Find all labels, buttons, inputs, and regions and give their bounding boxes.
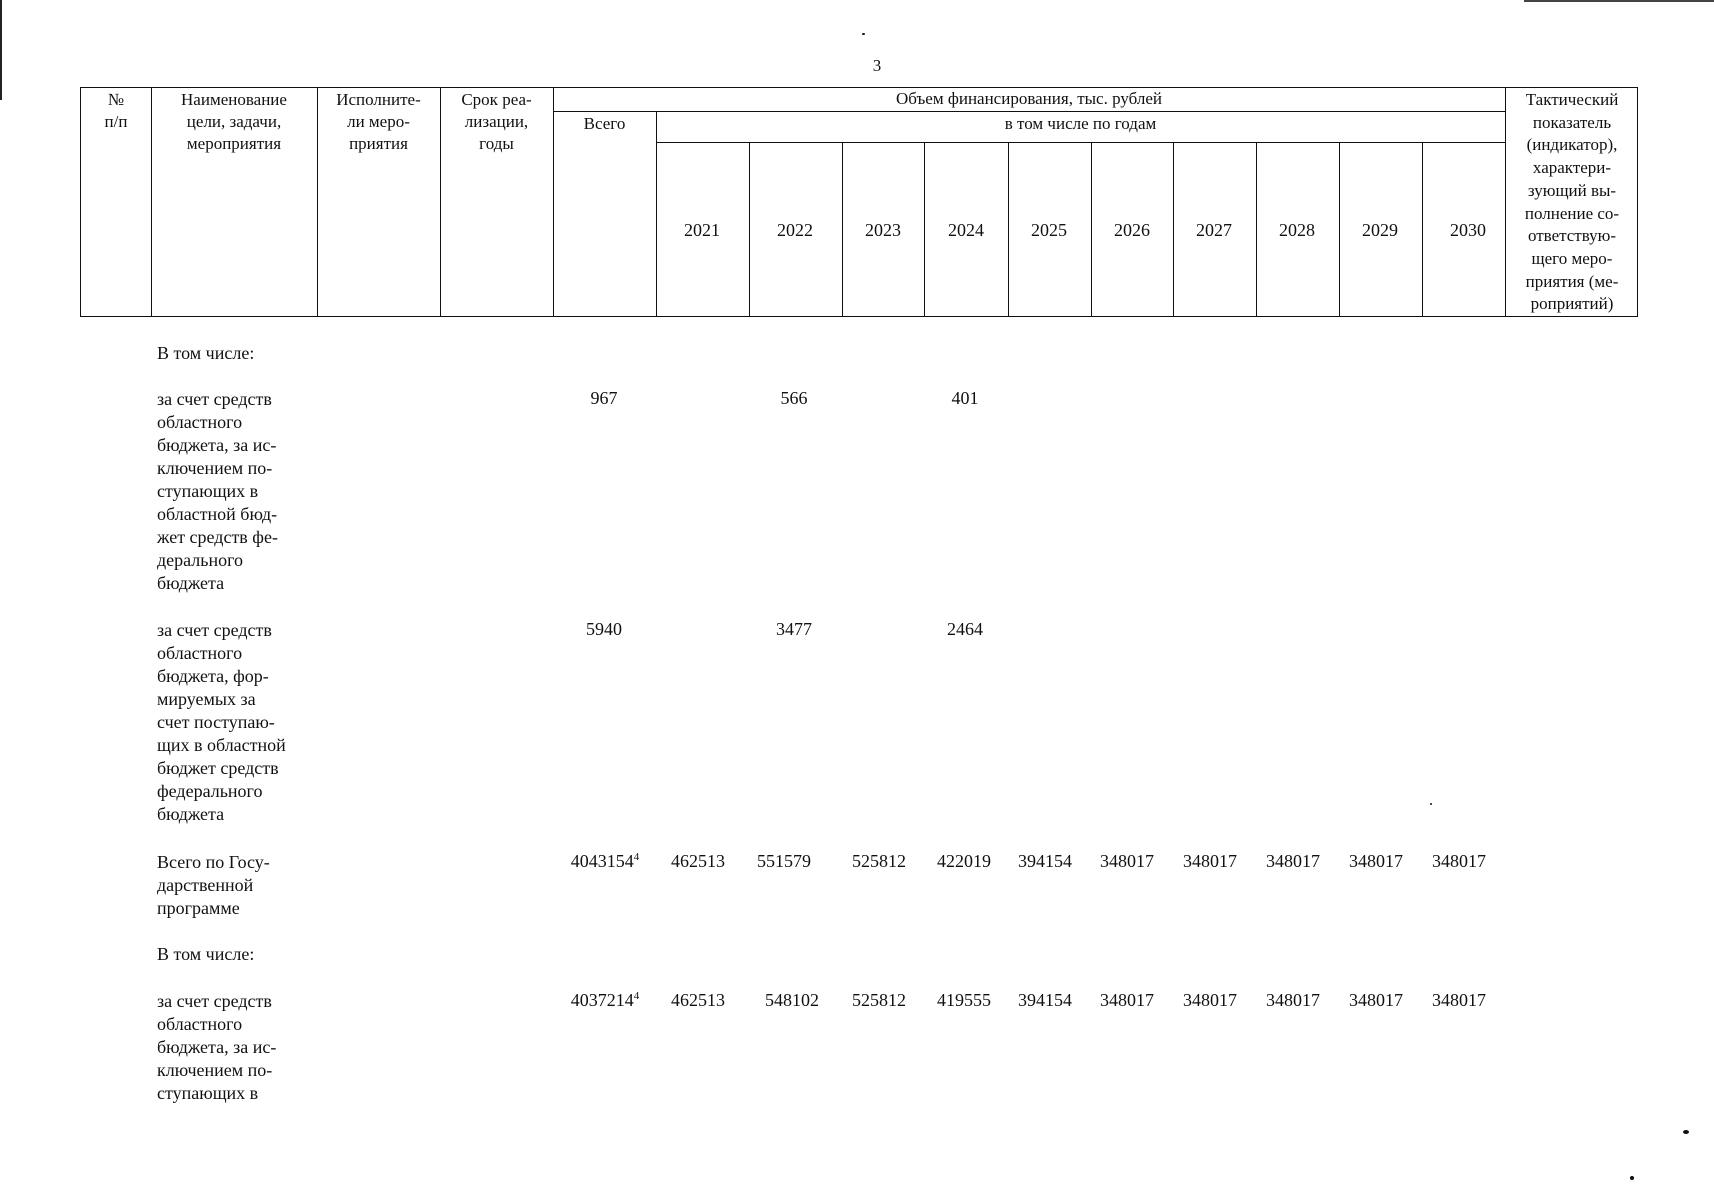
scan-speck <box>1430 803 1432 805</box>
row-year-value: 348017 <box>1432 851 1486 871</box>
header-year: 2029 <box>1362 220 1398 240</box>
row-year-value: 401 <box>951 388 979 408</box>
row-year-value: 348017 <box>1349 990 1403 1010</box>
scan-speck <box>1630 1176 1634 1180</box>
header-year: 2022 <box>777 220 813 240</box>
row-total: 967 <box>590 388 618 408</box>
row-year-value: 566 <box>780 388 808 408</box>
row-year-value: 348017 <box>1100 851 1154 871</box>
row-year-value: 394154 <box>1018 990 1072 1010</box>
header-name: Наименование цели, задачи, мероприятия <box>181 90 287 153</box>
row-label: Всего по Госу- дарственной программе <box>157 852 270 918</box>
header-year: 2023 <box>865 220 901 240</box>
row-total: 5940 <box>586 619 622 639</box>
header-year: 2021 <box>684 220 720 240</box>
row-label: за счет средств областного бюджета, за ис- ключением по- ступающих в областной бюд- жет средств фе- дерального бюджета <box>157 389 278 593</box>
row-year-value: 3477 <box>776 619 812 639</box>
row-total-value: 4037214 <box>570 990 634 1010</box>
row-total <box>557 990 653 1011</box>
scan-edge-left <box>0 0 2 100</box>
row-year-value: 348017 <box>1266 990 1320 1010</box>
row-total-value: 4043154 <box>570 851 634 871</box>
header-year: 2026 <box>1114 220 1150 240</box>
page-number: 3 <box>872 56 882 75</box>
header-indicator: Тактический показатель (индикатор), характери- зующий вы- полнение со- ответствую- щего меро- приятия (ме- роприятий) <box>1524 90 1620 314</box>
header-term: Срок реа- лизации, годы <box>461 90 532 153</box>
header-executors: Исполните- ли меро- приятия <box>336 90 421 153</box>
footnote-marker: 4 <box>633 990 640 1002</box>
row-year-value: 551579 <box>757 851 811 871</box>
row-year-value: 462513 <box>671 851 725 871</box>
header-total: Всего <box>583 114 626 133</box>
row-year-value: 394154 <box>1018 851 1072 871</box>
row-year-value: 348017 <box>1183 990 1237 1010</box>
row-label: за счет средств областного бюджета, фор- мируемых за счет поступаю- щих в областной бюджет средств федерального бюджета <box>157 620 286 824</box>
row-year-value: 2464 <box>947 619 983 639</box>
header-year: 2025 <box>1031 220 1067 240</box>
scan-speck <box>862 33 865 35</box>
header-year: 2030 <box>1450 220 1486 240</box>
header-year: 2024 <box>948 220 984 240</box>
row-year-value: 525812 <box>852 990 906 1010</box>
footnote-marker: 4 <box>633 851 640 863</box>
header-by-years: в том числе по годам <box>1004 114 1157 133</box>
scan-speck <box>1683 1130 1689 1134</box>
row-year-value: 462513 <box>671 990 725 1010</box>
header-number: № п/п <box>104 90 128 131</box>
row-total <box>557 851 653 872</box>
row-label: В том числе: <box>157 944 255 964</box>
row-year-value: 422019 <box>937 851 991 871</box>
header-year: 2028 <box>1279 220 1315 240</box>
row-year-value: 348017 <box>1183 851 1237 871</box>
row-divider <box>553 111 1505 112</box>
scan-edge-top-right <box>1524 0 1714 2</box>
row-label: за счет средств областного бюджета, за ис- ключением по- ступающих в <box>157 991 277 1103</box>
row-divider <box>656 142 1505 143</box>
row-year-value: 419555 <box>937 990 991 1010</box>
header-funding: Объем финансирования, тыс. рублей <box>895 89 1162 108</box>
header-table <box>80 87 1638 317</box>
row-year-value: 348017 <box>1266 851 1320 871</box>
row-label: В том числе: <box>157 343 255 363</box>
row-year-value: 548102 <box>765 990 819 1010</box>
header-year: 2027 <box>1196 220 1232 240</box>
row-year-value: 348017 <box>1100 990 1154 1010</box>
row-year-value: 348017 <box>1432 990 1486 1010</box>
row-year-value: 525812 <box>852 851 906 871</box>
row-year-value: 348017 <box>1349 851 1403 871</box>
